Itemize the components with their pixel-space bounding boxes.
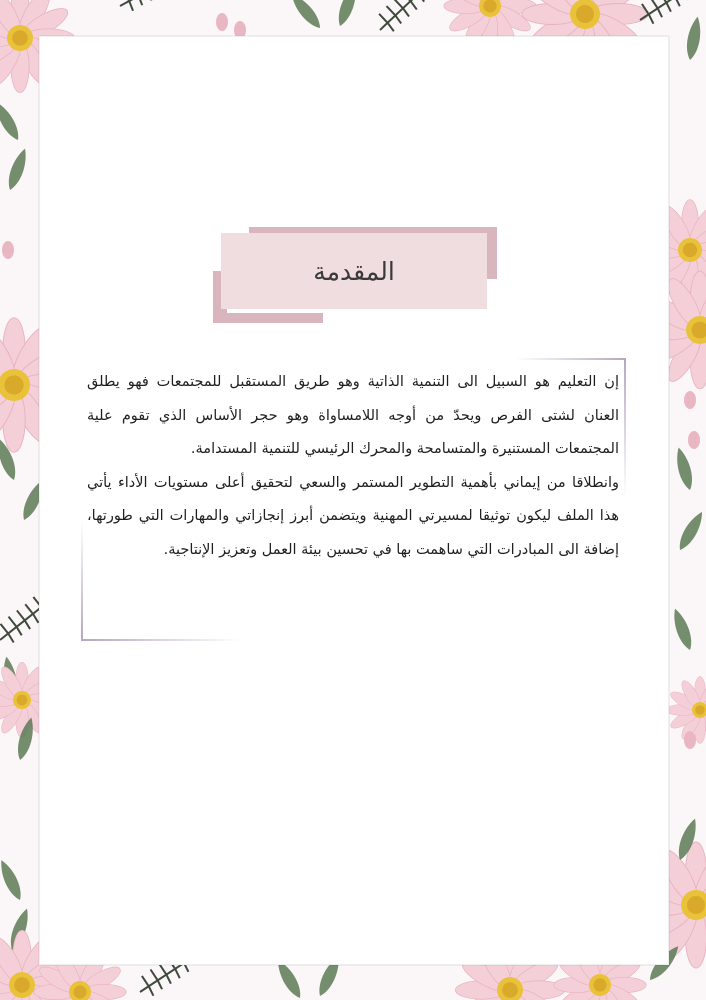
frame-line-left xyxy=(81,521,83,641)
title-banner xyxy=(213,227,497,323)
banner-panel xyxy=(221,233,487,309)
introduction-body xyxy=(87,366,619,568)
frame-line-right xyxy=(624,358,626,498)
frame-line-bottom xyxy=(81,639,241,641)
introduction-text-frame xyxy=(81,358,626,641)
banner-accent-bottom xyxy=(213,313,323,323)
page-title: المقدمة xyxy=(313,256,395,286)
paragraph: إن التعليم هو السبيل الى التنمية الذاتية وهو طريق المستقبل للمجتمعات فهو يطلق العنان لشتى الفرص ويحدّ من أوجه اللامساواة وهو حجر الأساس الذي تقوم علية المجتمعات المستنيرة والمتسامحة والمحرك الرئيسي للتنمية المستدامة. xyxy=(87,374,619,458)
frame-line-top xyxy=(516,358,626,360)
document-page xyxy=(39,36,669,965)
paragraph: وانطلاقا من إيماني بأهمية التطوير المستمر والسعي لتحقيق أعلى مستويات الأداء يأتي هذا الملف ليكون توثيقا لمسيرتي المهنية ويتضمن أبرز إنجازاتي والمهارات التي طورتها، إضافة الى المبادرات التي ساهمت بها في تحسين بيئة العمل وتعزيز الإنتاجية. xyxy=(87,474,619,558)
